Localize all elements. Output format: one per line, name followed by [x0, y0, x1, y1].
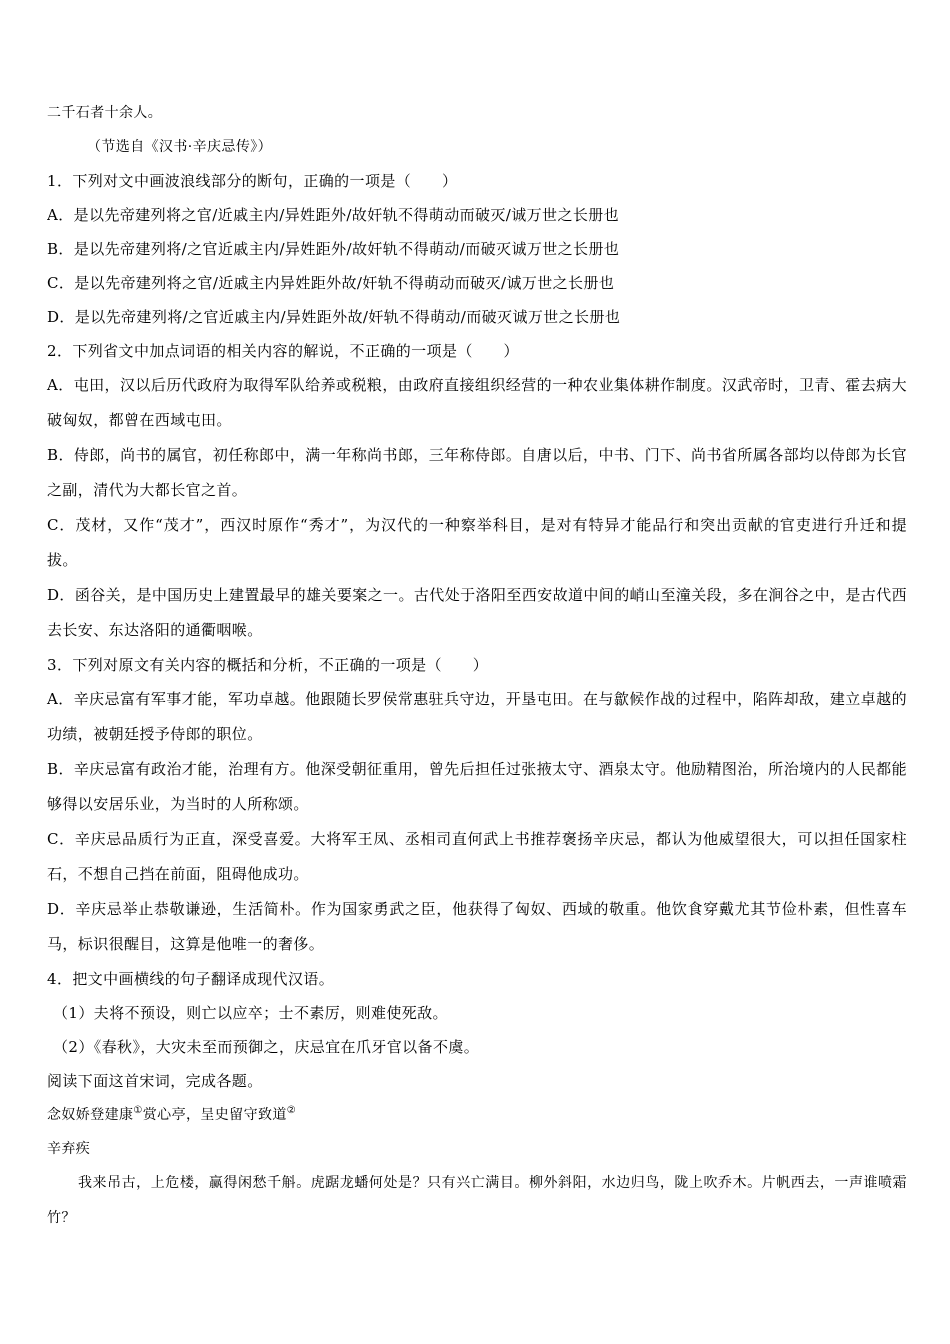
- poem-title-part1: 念奴娇登建康: [47, 1107, 134, 1123]
- question-1-option-c: C．是以先帝建列将之官/近戚主内异姓距外故/奸轨不得萌动而破灭/诚万世之长册也: [47, 274, 615, 292]
- question-1-option-b: B．是以先帝建列将/之官近戚主内/异姓距外/故奸轨不得萌动/而破灭诚万世之长册也: [47, 240, 620, 258]
- question-2-option-a: A．屯田，汉以后历代政府为取得军队给养或税粮，由政府直接组织经营的一种农业集体耕作制度。汉武帝时，卫青、霍去病大破匈奴，都曾在西域屯田。: [47, 376, 907, 429]
- passage-source: （节选自《汉书·辛庆忌传》）: [87, 139, 273, 155]
- question-4-stem: 4．把文中画横线的句子翻译成现代汉语。: [47, 970, 335, 988]
- question-4-item-2: （2）《春秋》，大灾未至而预御之，庆忌宜在爪牙官以备不虞。: [53, 1038, 480, 1056]
- question-1-option-d: D．是以先帝建列将/之官近戚主内/异姓距外故/奸轨不得萌动/而破灭诚万世之长册也: [47, 308, 621, 326]
- question-2-stem: 2．下列省文中加点词语的相关内容的解说，不正确的一项是（ ）: [47, 342, 519, 360]
- passage-tail: 二千石者十余人。: [47, 105, 163, 121]
- document-page: [47, 96, 907, 1236]
- poem-note-2: ②: [286, 1105, 297, 1116]
- question-3-option-d: D．辛庆忌举止恭敬谦逊，生活简朴。作为国家勇武之臣，他获得了匈奴、西域的敬重。他饮食穿戴尤其节俭朴素，但性喜车马，标识很醒目，这算是他唯一的奢侈。: [47, 900, 907, 953]
- poem-title-part2: 赏心亭，呈史留守致道: [142, 1107, 287, 1123]
- question-2-option-c: C．茂材，又作“茂才”，西汉时原作“秀才”，为汉代的一种察举科目，是对有特异才能品行和突出贡献的官吏进行升迁和提拔。: [47, 516, 907, 569]
- poem-body: 我来吊古，上危楼，赢得闲愁千斛。虎踞龙蟠何处是？只有兴亡满目。柳外斜阳，水边归鸟，陇上吹乔木。片帆西去，一声谁喷霜竹？: [47, 1175, 907, 1226]
- question-4-item-1: （1）夫将不预设，则亡以应卒；士不素厉，则难使死敌。: [53, 1004, 448, 1022]
- question-2-option-d: D．函谷关，是中国历史上建置最早的雄关要案之一。古代处于洛阳至西安故道中间的峭山至潼关段，多在涧谷之中，是古代西去长安、东达洛阳的通衢咽喉。: [47, 586, 907, 639]
- question-1-option-a: A．是以先帝建列将之官/近戚主内/异姓距外/故奸轨不得萌动而破灭/诚万世之长册也: [47, 206, 620, 224]
- poem-note-1: ①: [133, 1105, 143, 1116]
- question-3-option-b: B．辛庆忌富有政治才能，治理有方。他深受朝征重用，曾先后担任过张掖太守、酒泉太守。他励精图治，所治境内的人民都能够得以安居乐业，为当时的人所称颂。: [47, 760, 907, 813]
- question-3-stem: 3．下列对原文有关内容的概括和分析，不正确的一项是（ ）: [47, 656, 489, 674]
- question-2-option-b: B．侍郎，尚书的属官，初任称郎中，满一年称尚书郎，三年称侍郎。自唐以后，中书、门下、尚书省所属各部均以侍郎为长官之副，清代为大都长官之首。: [47, 446, 907, 499]
- question-3-option-a: A．辛庆忌富有军事才能，军功卓越。他跟随长罗侯常惠驻兵守边，开垦屯田。在与歙候作战的过程中，陷阵却敌，建立卓越的功绩，被朝廷授予侍郎的职位。: [47, 690, 907, 743]
- reading-intro: 阅读下面这首宋词，完成各题。: [47, 1072, 263, 1090]
- poem-author: 辛弃疾: [47, 1141, 91, 1157]
- question-1-stem: 1．下列对文中画波浪线部分的断句，正确的一项是（ ）: [47, 172, 458, 190]
- poem-title: [47, 1098, 907, 1132]
- question-3-option-c: C．辛庆忌品质行为正直，深受喜爱。大将军王凤、丞相司直何武上书推荐褒扬辛庆忌，都认为他威望很大，可以担任国家柱石，不想自己挡在前面，阻碍他成功。: [47, 830, 907, 883]
